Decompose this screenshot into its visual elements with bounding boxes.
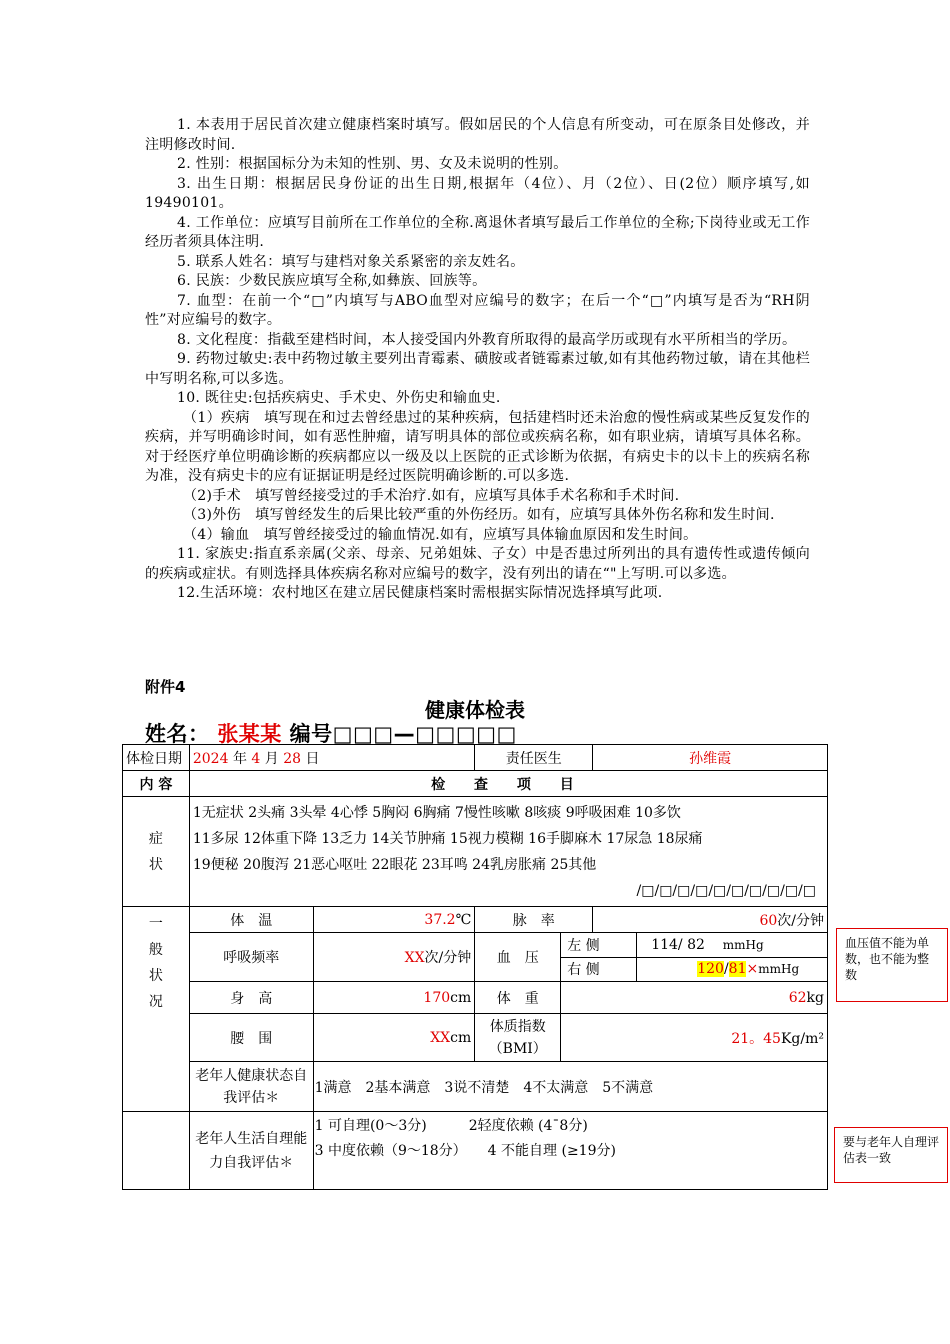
instruction-10: 10. 既往史:包括疾病史、手术史、外伤史和输血史. — [177, 390, 501, 406]
pulse-field[interactable] — [593, 907, 828, 933]
exam-year: 2024 — [192, 750, 229, 767]
instruction-8: 8. 文化程度：指截至建档时间，本人接受国内外教育所取得的最高学历或现有水平所相当的学历。 — [177, 331, 797, 348]
doctor-label: 责任医生 — [475, 745, 593, 771]
bp-note: 血压值不能为单数，也不能为整数 — [836, 928, 948, 1002]
elder-health-row — [123, 1062, 828, 1112]
waist-field[interactable] — [313, 1014, 475, 1062]
instruction-2: 2. 性别：根据国标分为未知的性别、男、女及未说明的性别。 — [177, 156, 568, 172]
temp-field[interactable] — [313, 907, 475, 933]
elder-health-label: 老年人健康状态自我评估＊ — [189, 1062, 313, 1112]
elder-life-line-1: 1 可自理(0～3分) 2轻度依赖 (4¯8分) — [314, 1118, 588, 1134]
waist-label: 腰 围 — [189, 1014, 313, 1062]
instruction-4: 4. 工作单位：应填写目前所在工作单位的全称.离退休者填写最后工作单位的全称;下岗待业或无工作经历者须具体注明. — [145, 214, 810, 250]
bp-right-row — [561, 957, 827, 981]
bp-cell — [561, 933, 828, 982]
instruction-3: 3. 出生日期：根据居民身份证的出生日期,根据年（4位）、月（2位）、日(2位）顺序填写,如19490101。 — [145, 175, 810, 211]
instruction-5: 5. 联系人姓名：填写与建档对象关系紧密的亲友姓名。 — [177, 253, 525, 270]
instruction-10-1: （1）疾病 填写现在和过去曾经患过的某种疾病，包括建档时还未治愈的慢性病或某些反复发作的疾病，并写明确诊时间，如有恶性肿瘤，请写明具体的部位或疾病名称，如有职业病，请填写具体名称。对于经医疗单位明确诊断的疾病都应以一级及以上医院的正式诊断为依据，有病史卡的以卡上的疾病名称为准，没有病史卡的应有证据证明是经过医院明确诊断的.可以多选. — [145, 409, 810, 484]
instruction-10-2: （2)手术 填写曾经接受过的手术治疗.如有，应填写具体手术名称和手术时间. — [183, 487, 680, 504]
pulse-unit: 次/分钟 — [777, 912, 824, 929]
year-unit: 年 — [232, 750, 247, 767]
elder-health-options[interactable]: 1满意 2基本满意 3说不清楚 4不太满意 5不满意 — [313, 1062, 827, 1112]
instruction-1: 1. 本表用于居民首次建立健康档案时填写。假如居民的个人信息有所变动，可在原条目处修改，并注明修改时间. — [145, 117, 810, 153]
height-unit: cm — [450, 989, 472, 1006]
exam-date-field[interactable] — [189, 745, 474, 771]
symptom-label — [123, 797, 190, 907]
symptom-line-1: 1无症状 2头痛 3头晕 4心悸 5胸闷 6胸痛 7慢性咳嗽 8咳痰 9呼吸困难 10多饮 — [192, 804, 681, 821]
height-field[interactable] — [313, 982, 475, 1014]
waist-row — [123, 1014, 828, 1062]
resp-row — [123, 933, 828, 982]
elder-life-spacer — [123, 1112, 190, 1190]
form-title: 健康体检表 — [425, 698, 525, 722]
temp-label: 体 温 — [189, 907, 313, 933]
bp-left-value: 114/ 82 — [651, 936, 705, 953]
instruction-6: 6. 民族：少数民族应填写全称,如彝族、回族等。 — [177, 273, 487, 289]
weight-label: 体 重 — [475, 982, 561, 1014]
resp-value: XX — [404, 950, 425, 966]
month-unit: 月 — [264, 750, 279, 767]
exam-date-label: 体检日期 — [123, 745, 190, 771]
symptom-line-2: 11多尿 12体重下降 13乏力 14关节肿痛 15视力模糊 16手脚麻木 17尿急 18尿痛 — [192, 830, 703, 847]
bmi-label-1: 体质指数 — [489, 1018, 546, 1035]
bp-subtable — [561, 933, 827, 981]
exam-month: 4 — [251, 750, 261, 767]
bp-right-label: 右 侧 — [561, 957, 637, 981]
bmi-field[interactable] — [561, 1014, 828, 1062]
symptom-row — [123, 797, 828, 907]
bp-right-field[interactable] — [637, 957, 827, 981]
instruction-10-3: （3)外伤 填写曾经发生的后果比较严重的外伤经历。如有，应填写具体外伤名称和发生时间. — [183, 507, 775, 523]
error-mark: × — [746, 961, 759, 978]
bp-left-unit: mmHg — [722, 937, 764, 952]
instruction-9: 9. 药物过敏史:表中药物过敏主要列出青霉素、磺胺或者链霉素过敏,如有其他药物过敏，请在其他栏中写明名称,可以多选。 — [145, 351, 810, 387]
temp-row — [123, 907, 828, 933]
bmi-value: 21。45 — [731, 1030, 781, 1047]
instruction-7: 7. 血型：在前一个“□”内填写与ABO血型对应编号的数字；在后一个“□”内填写是否为“RH阴性”对应编号的数字。 — [145, 292, 810, 328]
health-exam-table — [122, 744, 828, 1190]
weight-field[interactable] — [561, 982, 828, 1014]
bmi-unit: Kg/m² — [780, 1030, 824, 1047]
name-label: 姓名： — [145, 722, 210, 746]
bp-left-label: 左 侧 — [561, 933, 637, 957]
symptom-line-3: 19便秘 20腹泻 21恶心呕吐 22眼花 23耳鸣 24乳房胀痛 25其他 — [192, 856, 597, 873]
height-row — [123, 982, 828, 1014]
bmi-label-2: （BMI） — [488, 1040, 547, 1057]
pulse-label: 脉 率 — [475, 907, 593, 933]
temp-unit: ℃ — [455, 911, 472, 928]
height-value: 170 — [423, 989, 451, 1006]
table-row — [123, 771, 828, 797]
annex-label: 附件4 — [145, 678, 186, 696]
number-label: 编号□□□—□□□□□ — [289, 722, 517, 746]
general-label-text: 一般状况 — [148, 916, 163, 1010]
height-label: 身 高 — [189, 982, 313, 1014]
instruction-11: 11. 家族史:指直系亲属(父亲、母亲、兄弟姐妹、子女）中是否患过所列出的具有遗传性或遗传倾向的疾病或症状。有则选择具体疾病名称对应编号的数字，没有列出的请在“"上写明.可以多选。 — [145, 546, 810, 582]
bp-left-row — [561, 933, 827, 957]
col-items-header: 检 查 项 目 — [189, 771, 827, 797]
symptom-boxes[interactable]: /□/□/□/□/□/□/□/□/□/□ — [636, 882, 816, 899]
instruction-10-4: （4）输血 填写曾经接受过的输血情况.如有，应填写具体输血原因和发生时间。 — [183, 526, 698, 543]
bp-right-unit: mmHg — [758, 962, 800, 977]
bp-separator: / — [723, 961, 729, 978]
elder-life-options[interactable] — [313, 1112, 827, 1190]
instructions — [145, 116, 810, 604]
bp-label: 血 压 — [475, 933, 561, 982]
table-row — [123, 745, 828, 771]
bmi-label — [475, 1014, 561, 1062]
weight-unit: kg — [806, 989, 824, 1006]
symptom-label-text: 症状 — [148, 830, 163, 873]
exam-day: 28 — [283, 750, 302, 767]
temp-value: 37.2 — [424, 911, 456, 928]
elder-life-row — [123, 1112, 828, 1190]
instruction-12: 12.生活环境：农村地区在建立居民健康档案时需根据实际情况选择填写此项. — [177, 585, 663, 601]
bp-right-systolic: 120 — [697, 961, 724, 978]
doctor-name[interactable]: 孙维霞 — [593, 745, 828, 771]
resp-label: 呼吸频率 — [189, 933, 313, 982]
general-label — [123, 907, 190, 1112]
resp-field[interactable] — [313, 933, 475, 982]
waist-value: XX — [430, 1029, 451, 1046]
symptom-options[interactable] — [189, 797, 827, 907]
name-value: 张某某 — [217, 722, 282, 746]
waist-unit: cm — [450, 1029, 472, 1046]
resp-unit: 次/分钟 — [424, 950, 472, 966]
elder-life-line-2: 3 中度依赖（9～18分） 4 不能自理 (≥19分) — [314, 1143, 616, 1159]
elder-life-label: 老年人生活自理能力自我评估＊ — [189, 1112, 313, 1190]
weight-value: 62 — [788, 989, 807, 1006]
col-content-header: 内 容 — [123, 771, 190, 797]
pulse-value: 60 — [759, 912, 778, 929]
bp-left-field[interactable] — [637, 933, 827, 957]
day-unit: 日 — [305, 750, 320, 767]
elder-note: 要与老年人自理评估表一致 — [834, 1127, 948, 1183]
bp-right-diastolic: 81 — [728, 961, 747, 978]
